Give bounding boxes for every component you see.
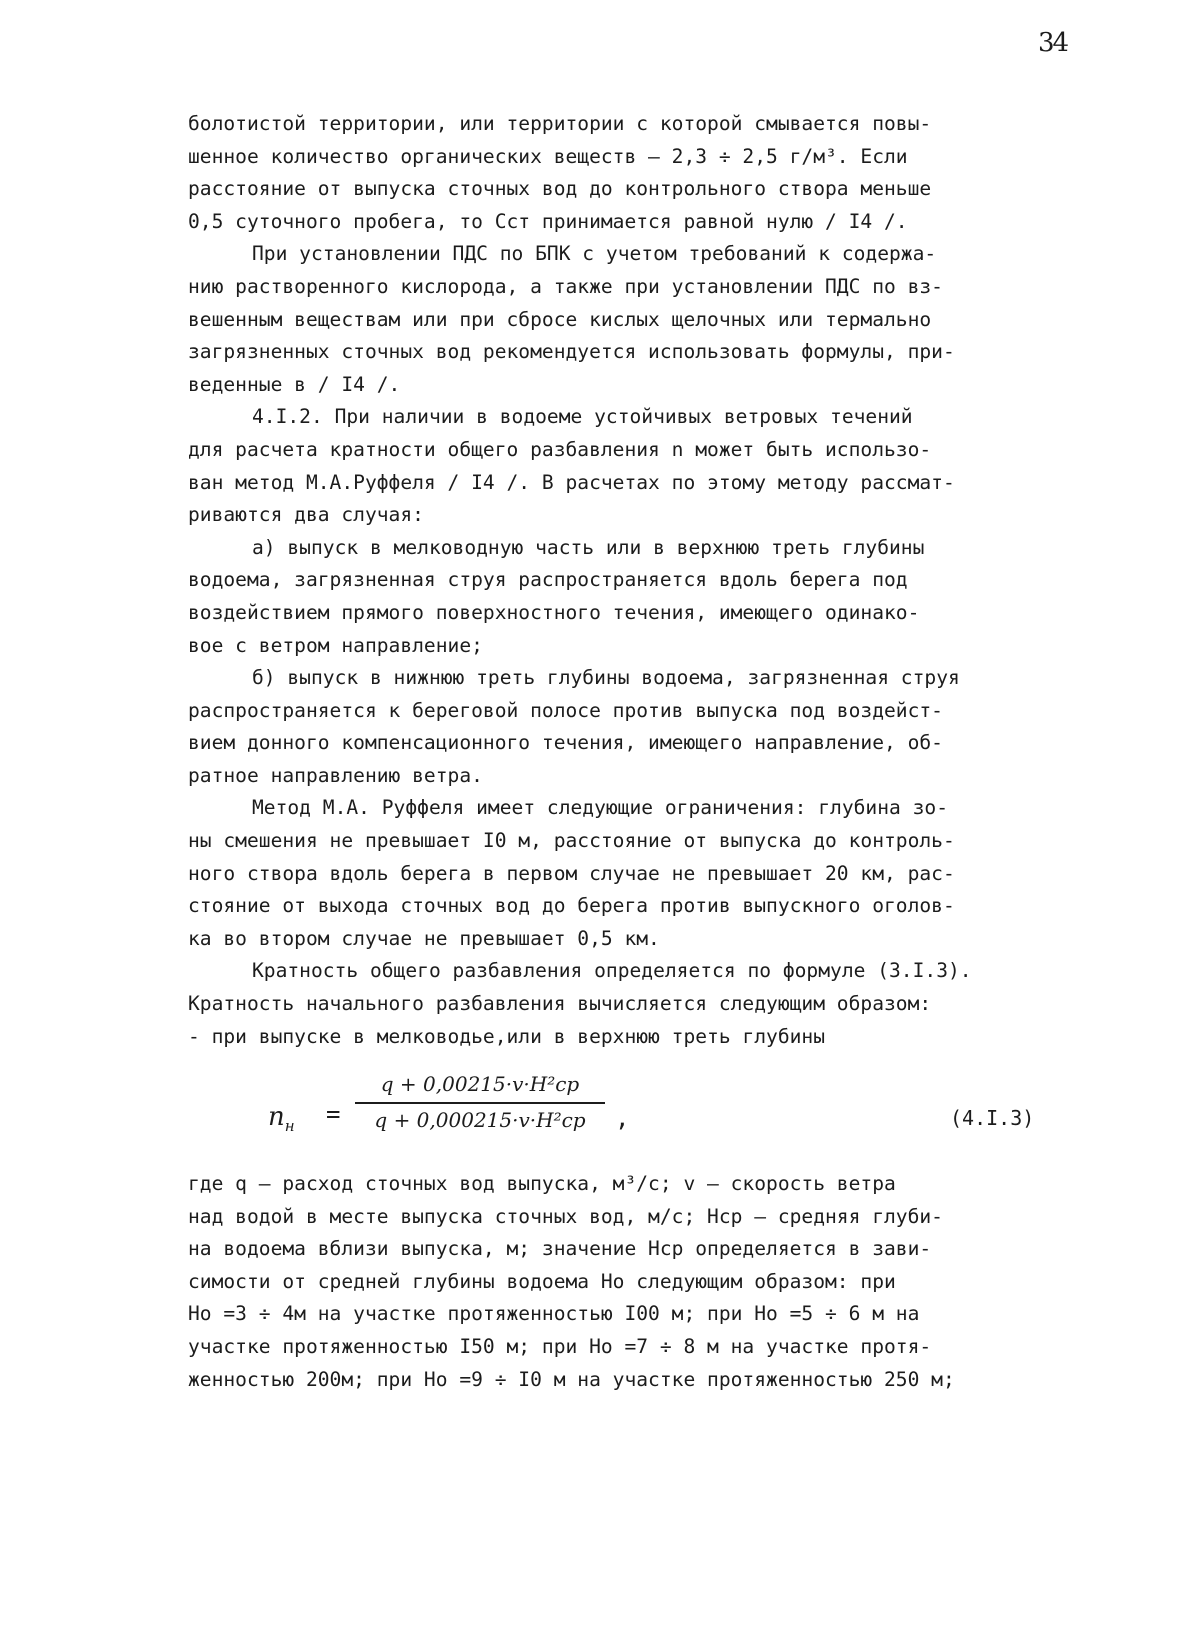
text-line: ка во втором случае не превышает 0,5 км.	[188, 926, 660, 950]
text-line: ван метод М.А.Руффеля / I4 /. В расчетах по этому методу рассмат-	[188, 470, 955, 494]
page-number: 34	[1038, 28, 1068, 58]
body-text-upper	[188, 108, 1048, 1053]
text-line: риваются два случая:	[188, 503, 424, 527]
formula-lhs	[268, 1102, 295, 1135]
text-line: распространяется к береговой полосе против выпуска под воздейст-	[188, 698, 943, 722]
text-line: над водой в месте выпуска сточных вод, м/с; Нср – средняя глуби-	[188, 1204, 943, 1228]
text-line: При установлении ПДС по БПК с учетом требований к содержа-	[252, 242, 937, 266]
text-line: расстояние от выпуска сточных вод до контрольного створа меньше	[188, 177, 932, 201]
text-line: женностью 200м; при Но =9 ÷ I0 м на участке протяженностью 250 м;	[188, 1367, 955, 1391]
text-line: на водоема вблизи выпуска, м; значение Нср определяется в зави-	[188, 1237, 932, 1261]
paragraph-ratio	[188, 955, 1048, 1053]
text-line: болотистой территории, или территории с которой смывается повы-	[188, 112, 932, 135]
text-line: Кратность общего разбавления определяется по формуле (3.I.3).	[252, 959, 972, 983]
formula-equals: =	[326, 1100, 341, 1128]
formula-lhs-symbol: n	[268, 1102, 285, 1132]
formula-numerator: q + 0,00215·v·H²ср	[355, 1072, 605, 1104]
text-line: стояние от выхода сточных вод до берега против выпускного оголов-	[188, 894, 955, 918]
text-line: Кратность начального разбавления вычисляется следующим образом:	[188, 992, 932, 1016]
text-line: загрязненных сточных вод рекомендуется использовать формулы, при-	[188, 340, 955, 364]
text-line: где q – расход сточных вод выпуска, м³/с; v – скорость ветра	[188, 1172, 896, 1195]
text-line: симости от средней глубины водоема Но следующим образом: при	[188, 1269, 896, 1293]
text-line: водоема, загрязненная струя распространяется вдоль берега под	[188, 568, 908, 592]
text-line: а) выпуск в мелководную часть или в верхнюю треть глубины	[252, 535, 925, 559]
text-line: ны смешения не превышает I0 м, расстояние от выпуска до контроль-	[188, 829, 955, 853]
text-line: веденные в / I4 /.	[188, 372, 401, 396]
text-line: б) выпуск в нижнюю треть глубины водоема, загрязненная струя	[252, 666, 960, 690]
text-line: шенное количество органических веществ – 2,3 ÷ 2,5 г/м³. Если	[188, 144, 908, 168]
formula-comma: ,	[615, 1104, 630, 1132]
formula-fraction	[355, 1072, 605, 1132]
text-line: вое с ветром направление;	[188, 633, 483, 657]
text-line: - при выпуске в мелководье,или в верхнюю треть глубины	[188, 1024, 826, 1048]
paragraph-pds	[188, 238, 1048, 401]
text-line: для расчета кратности общего разбавления n может быть использо-	[188, 437, 932, 461]
text-line: вием донного компенсационного течения, имеющего направление, об-	[188, 731, 943, 755]
formula-number: (4.I.3)	[950, 1106, 1035, 1130]
text-line: 0,5 суточного пробега, то Сст принимается равной нулю / I4 /.	[188, 209, 908, 233]
paragraph-section-4-1-2	[188, 401, 1048, 531]
text-line: участке протяженностью I50 м; при Но =7 ÷ 8 м на участке протя-	[188, 1334, 932, 1358]
text-line: 4.I.2. При наличии в водоеме устойчивых ветровых течений	[252, 405, 913, 429]
case-a	[188, 532, 1048, 662]
paragraph-intro	[188, 108, 1048, 238]
formula-lhs-subscript: н	[284, 1117, 295, 1136]
paragraph-where	[188, 1168, 1048, 1396]
text-line: Но =3 ÷ 4м на участке протяженностью I00 м; при Но =5 ÷ 6 м на	[188, 1302, 920, 1326]
text-line: ного створа вдоль берега в первом случае не превышает 20 км, рас-	[188, 861, 955, 885]
case-b	[188, 662, 1048, 792]
body-text-lower	[188, 1168, 1048, 1396]
paragraph-limits	[188, 792, 1048, 955]
text-line: нию растворенного кислорода, а также при установлении ПДС по вз-	[188, 274, 943, 298]
text-line: ратное направлению ветра.	[188, 763, 483, 787]
text-line: вешенным веществам или при сбросе кислых щелочных или термально	[188, 307, 932, 331]
formula-denominator: q + 0,000215·v·H²ср	[374, 1108, 586, 1132]
text-line: Метод М.А. Руффеля имеет следующие ограничения: глубина зо-	[252, 796, 948, 820]
formula-4-1-3	[0, 1072, 1181, 1172]
text-line: воздействием прямого поверхностного течения, имеющего одинако-	[188, 600, 920, 624]
